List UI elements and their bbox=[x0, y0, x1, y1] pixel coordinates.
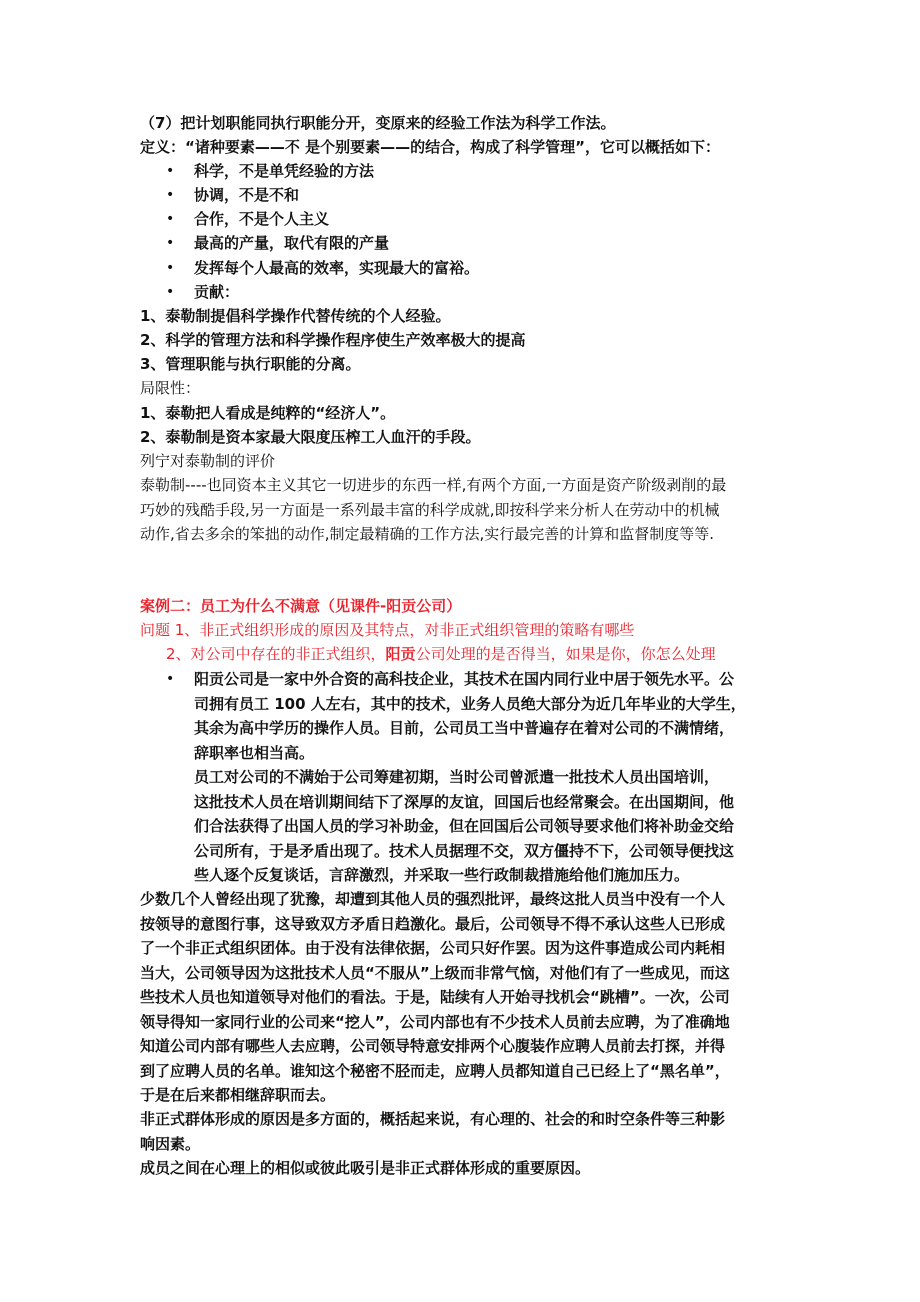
case-title: 案例二：员工为什么不满意（见课件-阳贡公司） bbox=[140, 597, 462, 615]
case-paragraph-intro: 阳贡公司是一家中外合资的高科技企业，其技术在国内同行业中居于领先水平。公 司拥有员工 100 人左右，其中的技术，业务人员绝大部分为近几年毕业的大学生， 其余为高中学历的操作人员。目前，公司员工当中普遍存在着对公司的不满情绪， 辞职率也相当高。 bbox=[194, 670, 746, 762]
definition-item: 发挥每个人最高的效率，实现最大的富裕。 bbox=[194, 259, 480, 277]
lenin-heading: 列宁对泰勒制的评价 bbox=[140, 452, 276, 470]
limitation-item: 2、泰勒制是资本家最大限度压榨工人血汗的手段。 bbox=[140, 428, 481, 446]
contribution-item: 3、管理职能与执行职能的分离。 bbox=[140, 355, 361, 373]
contribution-item: 1、泰勒制提倡科学操作代替传统的个人经验。 bbox=[140, 307, 451, 325]
point-7-line: （7）把计划职能同执行职能分开，变原来的经验工作法为科学工作法。 bbox=[140, 114, 616, 132]
bullet-dot: • bbox=[166, 163, 175, 179]
answer-paragraph-psychology: 成员之间在心理上的相似或彼此吸引是非正式群体形成的重要原因。 bbox=[140, 1159, 591, 1177]
limitation-item: 1、泰勒把人看成是纯粹的“经济人”。 bbox=[140, 404, 396, 422]
answer-paragraph-causes: 非正式群体形成的原因是多方面的，概括起来说，有心理的、社会的和时空条件等三种影 响因素。 bbox=[140, 1110, 726, 1153]
case-question-1: 问题 1、非正式组织形成的原因及其特点，对非正式组织管理的策略有哪些 bbox=[140, 621, 635, 639]
case-paragraph-training: 员工对公司的不满始于公司筹建初期，当时公司曾派遣一批技术人员出国培训， 这批技术人员在培训期间结下了深厚的友谊，回国后也经常聚会。在出国期间，他 们合法获得了出国人员的学习补助金，但在回国后公司领导要求他们将补助金交给 公司所有，于是矛盾出现了。技术人员据理不交，双方僵持不下，公司领导便找这 些人逐个反复谈话，言辞激烈，并采取一些行政制裁措施给他们施加压力。 bbox=[194, 768, 735, 884]
bullet-dot: • bbox=[166, 671, 175, 687]
case-paragraph-conflict: 少数几个人曾经出现了犹豫，却遭到其他人员的强烈批评，最终这批人员当中没有一个人 按领导的意图行事，这导致双方矛盾日趋激化。最后，公司领导不得不承认这些人已形成 了一个非正式组织团体。由于没有法律依据，公司只好作罢。因为这件事造成公司内耗相 当大，公司领导因为这批技术人员“不服从”上级而非常气恼，对他们有了一些成见，而这 些技术人员也知道领导对他们的看法。于是，陆续有人开始寻找机会“跳槽”。一次，公司 领导得知一家同行业的公司来“挖人”，公司内部也有不少技术人员前去应聘，为了准确地 知道公司内部有哪些人去应聘，公司领导特意安排两个心腹装作应聘人员前去打探，并得 到了应聘人员的名单。谁知这个秘密不胫而走，应聘人员都知道自己已经上了“黑名单”， 于是在后来都相继辞职而去。 bbox=[140, 890, 730, 1104]
case-question-2-pre: 2、对公司中存在的非正式组织， bbox=[166, 645, 386, 663]
contribution-item: 2、科学的管理方法和科学操作程序使生产效率极大的提高 bbox=[140, 331, 526, 349]
bullet-dot: • bbox=[166, 284, 175, 300]
contributions-heading: 贡献： bbox=[194, 283, 240, 301]
definition-item: 合作，不是个人主义 bbox=[194, 210, 330, 228]
definition-item: 科学，不是单凭经验的方法 bbox=[194, 162, 375, 180]
case-question-2 bbox=[166, 642, 716, 666]
bullet-dot: • bbox=[166, 187, 175, 203]
case-question-2-post: 公司处理的是否得当，如果是你，你怎么处理 bbox=[415, 645, 716, 663]
definition-line: 定义：“诸种要素——不 是个别要素——的结合，构成了科学管理”，它可以概括如下： bbox=[140, 138, 720, 156]
definition-item: 最高的产量，取代有限的产量 bbox=[194, 234, 390, 252]
definition-item: 协调，不是不和 bbox=[194, 186, 300, 204]
bullet-dot: • bbox=[166, 235, 175, 251]
limitations-heading: 局限性： bbox=[140, 379, 201, 397]
bullet-dot: • bbox=[166, 260, 175, 276]
lenin-paragraph: 泰勒制----也同资本主义其它一切进步的东西一样,有两个方面,一方面是资产阶级剥削的最 巧妙的残酷手段,另一方面是一系列最丰富的科学成就,即按科学来分析人在劳动中的机械 动作,省去多余的笨拙的动作,制定最精确的工作方法,实行最完善的计算和监督制度等等. bbox=[140, 476, 727, 543]
case-question-2-company: 阳贡 bbox=[385, 645, 416, 663]
bullet-dot: • bbox=[166, 211, 175, 227]
